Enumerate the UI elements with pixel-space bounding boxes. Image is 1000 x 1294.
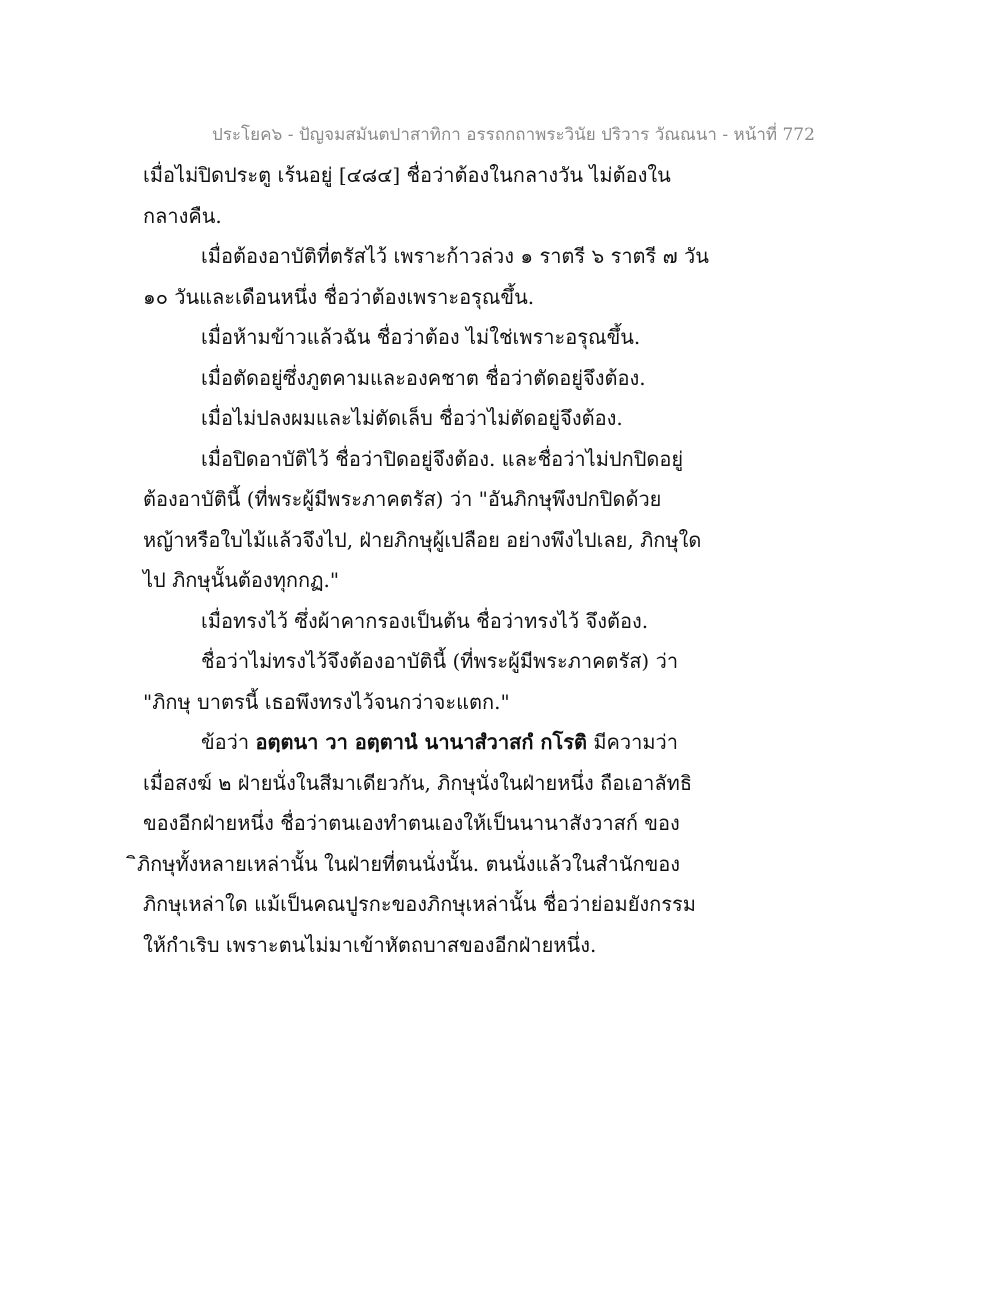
paragraph-6-line-1: เมื่อปิดอาบัติไว้ ชื่อว่าปิดอยู่จึงต้อง. และชื่อว่าไม่ปกปิดอยู่ <box>201 446 684 471</box>
paragraph-9-line-6: ให้กำเริบ เพราะตนไม่มาเข้าหัตถบาสของอีกฝ่ายหนึ่ง. <box>143 932 597 957</box>
paragraph-1-line-2: กลางคืน. <box>143 203 222 228</box>
paragraph-9-line-5: ภิกษุเหล่าใด แม้เป็นคณปูรกะของภิกษุเหล่านั้น ชื่อว่าย่อมยังกรรม <box>143 892 696 916</box>
paragraph-2-line-1: เมื่อต้องอาบัติที่ตรัสไว้ เพราะก้าวล่วง ๑ ราตรี ๖ ราตรี ๗ วัน <box>201 244 709 268</box>
paragraph-1-line-1: เมื่อไม่ปิดประตู เร้นอยู่ [๔๘๔] ชื่อว่าต้องในกลางวัน ไม่ต้องใน <box>143 163 671 187</box>
paragraph-9-line-2: เมื่อสงฆ์ ๒ ฝ่ายนั่งในสีมาเดียวกัน, ภิกษุนั่งในฝ่ายหนึ่ง ถือเอาลัทธิ <box>143 770 693 795</box>
paragraph-9-trail-text: มีความว่า <box>586 730 679 754</box>
paragraph-9-lead-text: ข้อว่า <box>201 730 256 754</box>
paragraph-9-line-3: ของอีกฝ่ายหนึ่ง ชื่อว่าตนเองทำตนเองให้เป็นนานาสังวาสก์ ของ <box>143 811 680 835</box>
paragraph-8-line-2: "ภิกษุ บาตรนี้ เธอพึงทรงไว้จนกว่าจะแตก." <box>143 689 510 714</box>
paragraph-6-line-4: ไป ภิกษุนั้นต้องทุกกฏ." <box>143 568 340 592</box>
paragraph-9-line-4: ิภิกษุทั้งหลายเหล่านั้น ในฝ่ายที่ตนนั่งนั้น. ตนนั่งแล้วในสำนักของ <box>137 851 681 876</box>
paragraph-3-line-1: เมื่อห้ามข้าวแล้วฉัน ชื่อว่าต้อง ไม่ใช่เพราะอรุณขึ้น. <box>201 325 641 349</box>
paragraph-9-line-1 <box>143 722 703 763</box>
pali-quote-bold: อตฺตนา วา อตฺตานํ นานาสํวาสกํ กโรติ <box>255 730 587 754</box>
running-header: ประโยค๖ - ปัญจมสมันตปาสาทิกา อรรถกถาพระวินัย ปริวาร วัณณนา - หน้าที่ 772 <box>212 125 815 145</box>
paragraph-5-line-1: เมื่อไม่ปลงผมและไม่ตัดเล็บ ชื่อว่าไม่ตัดอยู่จึงต้อง. <box>201 406 623 430</box>
body-text <box>137 155 709 965</box>
paragraph-4-line-1: เมื่อตัดอยู่ซึ่งภูตคามและองคชาต ชื่อว่าตัดอยู่จึงต้อง. <box>201 365 646 390</box>
paragraph-6-line-3: หญ้าหรือใบไม้แล้วจึงไป, ฝ่ายภิกษุผู้เปลือย อย่างพึงไปเลย, ภิกษุใด <box>143 527 702 552</box>
paragraph-8-line-1: ชื่อว่าไม่ทรงไว้จึงต้องอาบัตินี้ (ที่พระผู้มีพระภาคตรัส) ว่า <box>201 649 679 673</box>
paragraph-2-line-2: ๑๐ วันและเดือนหนึ่ง ชื่อว่าต้องเพราะอรุณขึ้น. <box>143 284 535 309</box>
paragraph-7-line-1: เมื่อทรงไว้ ซึ่งผ้าคากรองเป็นต้น ชื่อว่าทรงไว้ จึงต้อง. <box>201 608 649 633</box>
paragraph-6-line-2: ต้องอาบัตินี้ (ที่พระผู้มีพระภาคตรัส) ว่า "อันภิกษุพึงปกปิดด้วย <box>143 487 662 511</box>
